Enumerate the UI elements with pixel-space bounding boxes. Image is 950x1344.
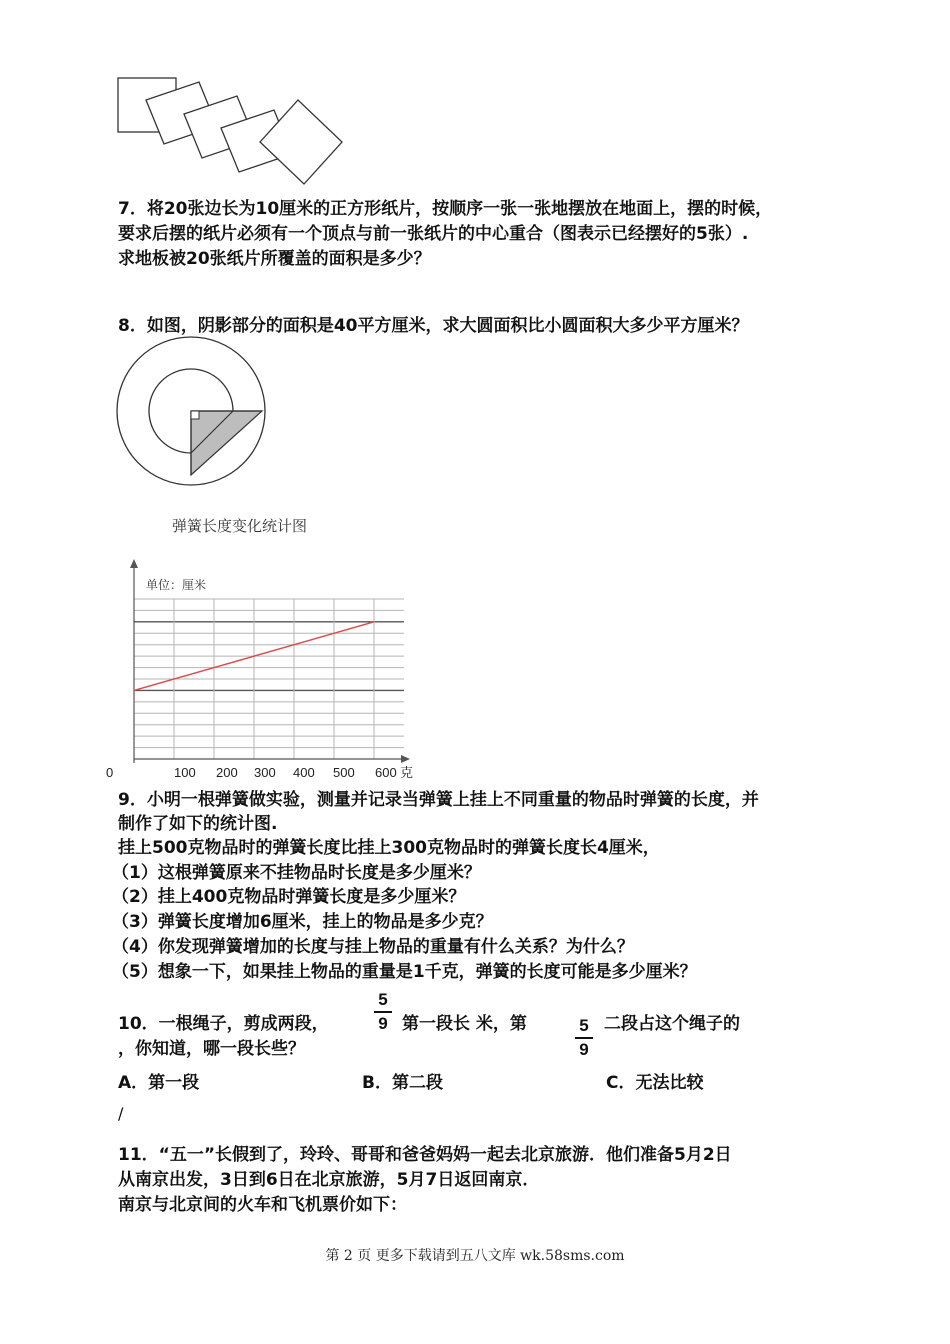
- fraction-numerator: 5: [378, 990, 388, 1009]
- x-axis-arrow: [401, 755, 410, 763]
- q8-line1: 8．如图，阴影部分的面积是40平方厘米，求大圆面积比小圆面积大多少平方厘米？: [118, 316, 749, 336]
- q10-option-a: A．第一段: [118, 1073, 200, 1093]
- unit-label: 单位：厘米: [146, 578, 207, 592]
- q9-line3: 挂上500克物品时的弹簧长度比挂上300克物品时的弹簧长度长4厘米，: [118, 838, 660, 858]
- q10-part1: 10．一根绳子，剪成两段，: [118, 1014, 329, 1034]
- q10-part3: 二段占这个绳子的: [604, 1014, 740, 1034]
- q10-part2: 第一段长 米，第: [402, 1014, 527, 1034]
- x-tick-label: 100: [174, 765, 196, 780]
- q9-line2: 制作了如下的统计图.: [118, 814, 278, 834]
- y-axis-arrow: [130, 559, 138, 568]
- fraction-bar: [374, 1011, 392, 1013]
- concentric-circles-figure: [112, 338, 272, 498]
- q7-line3: 求地板被20张纸片所覆盖的面积是多少？: [118, 249, 431, 269]
- q10-option-b: B．第二段: [362, 1073, 443, 1093]
- x-tick-label: 200: [216, 765, 238, 780]
- fraction-denominator: 9: [378, 1014, 388, 1033]
- chart-title: 弹簧长度变化统计图: [172, 517, 308, 535]
- q10-fraction-1: [372, 990, 394, 1034]
- x-tick-label: 400: [293, 765, 315, 780]
- q9-sub4: （4）你发现弹簧增加的长度与挂上物品的重量有什么关系？为什么？: [112, 937, 634, 957]
- q7-line1: 7．将20张边长为10厘米的正方形纸片，按顺序一张一张地摆放在地面上，摆的时候，: [118, 199, 773, 219]
- spring-length-chart: [106, 555, 422, 785]
- q10-fraction-2: [573, 1016, 595, 1060]
- x-axis-label: 克: [400, 765, 414, 780]
- page-footer: 第 2 页 更多下载请到五八文库 wk.58sms.com: [325, 1248, 625, 1264]
- q7-line2: 要求后摆的纸片必须有一个顶点与前一张纸片的中心重合（图表示已经摆好的5张）.: [118, 224, 749, 244]
- q9-sub3: （3）弹簧长度增加6厘米，挂上的物品是多少克？: [112, 912, 493, 932]
- chart-x-ticks: [106, 765, 413, 780]
- stray-slash: /: [118, 1104, 124, 1123]
- q11-line3: 南京与北京间的火车和飞机票价如下：: [118, 1195, 407, 1215]
- q9-sub5: （5）想象一下，如果挂上物品的重量是1千克，弹簧的长度可能是多少厘米？: [112, 962, 697, 982]
- x-tick-label: 500: [333, 765, 355, 780]
- q11-line2: 从南京出发，3日到6日在北京旅游，5月7日返回南京．: [118, 1170, 540, 1190]
- x-tick-label: 0: [106, 765, 114, 780]
- fraction-denominator: 9: [579, 1040, 589, 1059]
- x-tick-label: 300: [254, 765, 276, 780]
- q10-option-c: C．无法比较: [606, 1073, 704, 1093]
- right-angle-mark: [191, 411, 199, 419]
- q9-sub1: （1）这根弹簧原来不挂物品时长度是多少厘米？: [112, 863, 481, 883]
- q10-part4: ，你知道，哪一段长些？: [118, 1039, 305, 1059]
- fraction-bar: [575, 1037, 593, 1039]
- q9-line1: 9．小明一根弹簧做实验，测量并记录当弹簧上挂上不同重量的物品时弹簧的长度，并: [118, 790, 759, 810]
- x-tick-label: 600: [375, 765, 397, 780]
- fraction-numerator: 5: [579, 1016, 589, 1035]
- overlapping-squares-figure: [110, 70, 350, 200]
- q9-sub2: （2）挂上400克物品时弹簧长度是多少厘米？: [112, 887, 466, 907]
- q11-line1: 11．“五一”长假到了，玲玲、哥哥和爸爸妈妈一起去北京旅游．他们准备5月2日: [118, 1145, 732, 1165]
